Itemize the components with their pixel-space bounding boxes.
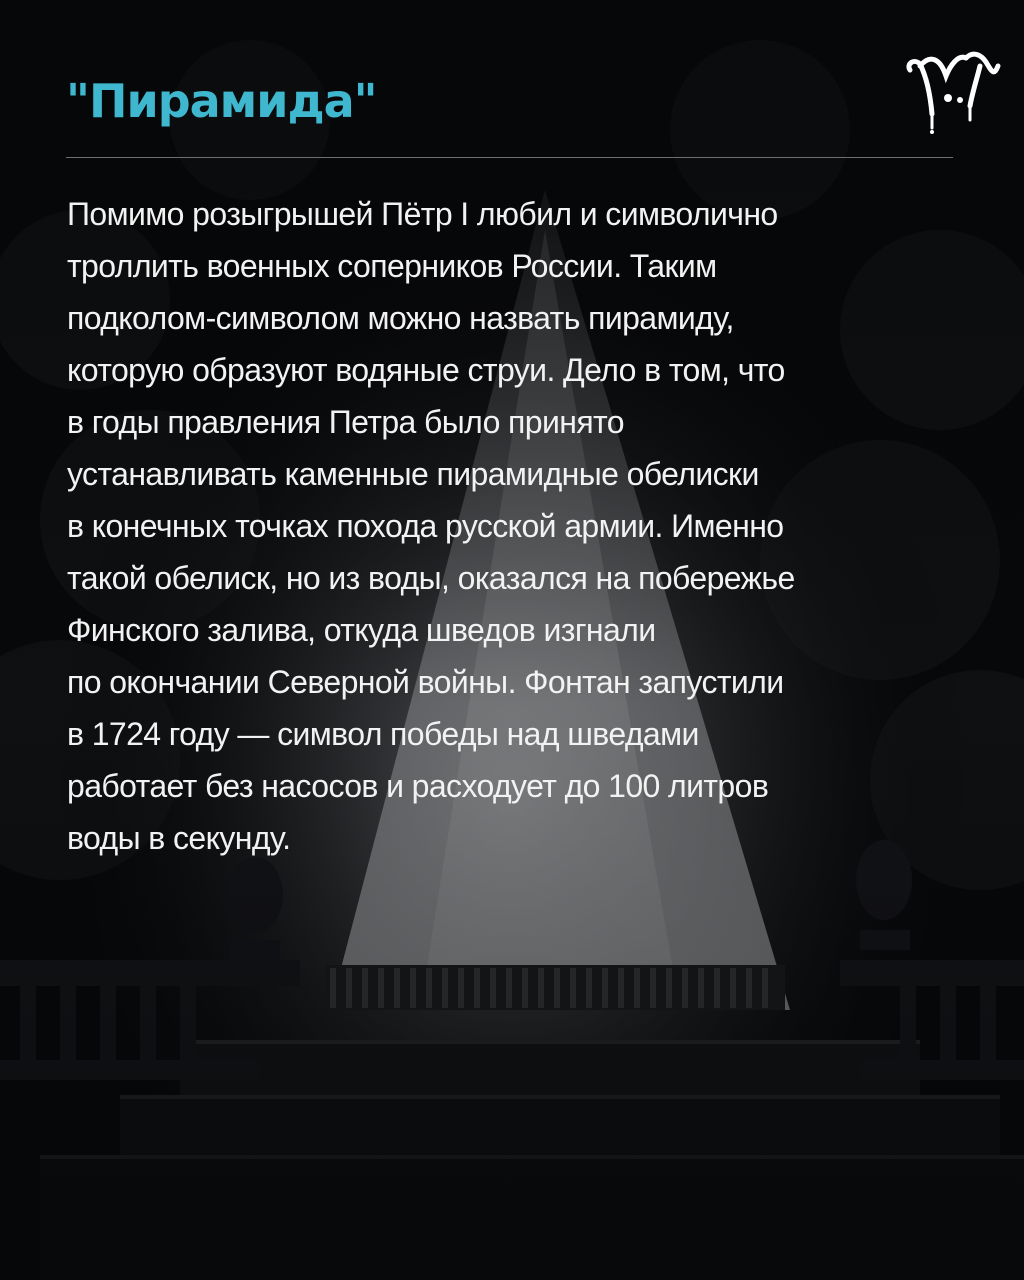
body-line: Помимо розыгрышей Пётр I любил и символично — [67, 196, 778, 232]
body-line: в годы правления Петра было принято — [67, 404, 624, 440]
title-divider — [66, 157, 953, 158]
slide-title: "Пирамида" — [66, 74, 377, 128]
body-line: в 1724 году — символ победы над шведами — [67, 716, 699, 752]
body-line: которую образуют водяные струи. Дело в том, что — [67, 352, 785, 388]
body-line: подколом-символом можно назвать пирамиду, — [67, 300, 734, 336]
body-paragraph — [67, 188, 967, 864]
body-line: устанавливать каменные пирамидные обелиски — [67, 456, 759, 492]
body-line: воды в секунду. — [67, 820, 291, 856]
body-line: Финского залива, откуда шведов изгнали — [67, 612, 656, 648]
body-line: троллить военных соперников России. Таким — [67, 248, 717, 284]
body-line: такой обелиск, но из воды, оказался на побережье — [67, 560, 795, 596]
body-line: по окончании Северной войны. Фонтан запустили — [67, 664, 784, 700]
body-line: работает без насосов и расходует до 100 литров — [67, 768, 769, 804]
graffiti-m-logo-icon — [896, 36, 1004, 144]
body-line: в конечных точках похода русской армии. Именно — [67, 508, 784, 544]
